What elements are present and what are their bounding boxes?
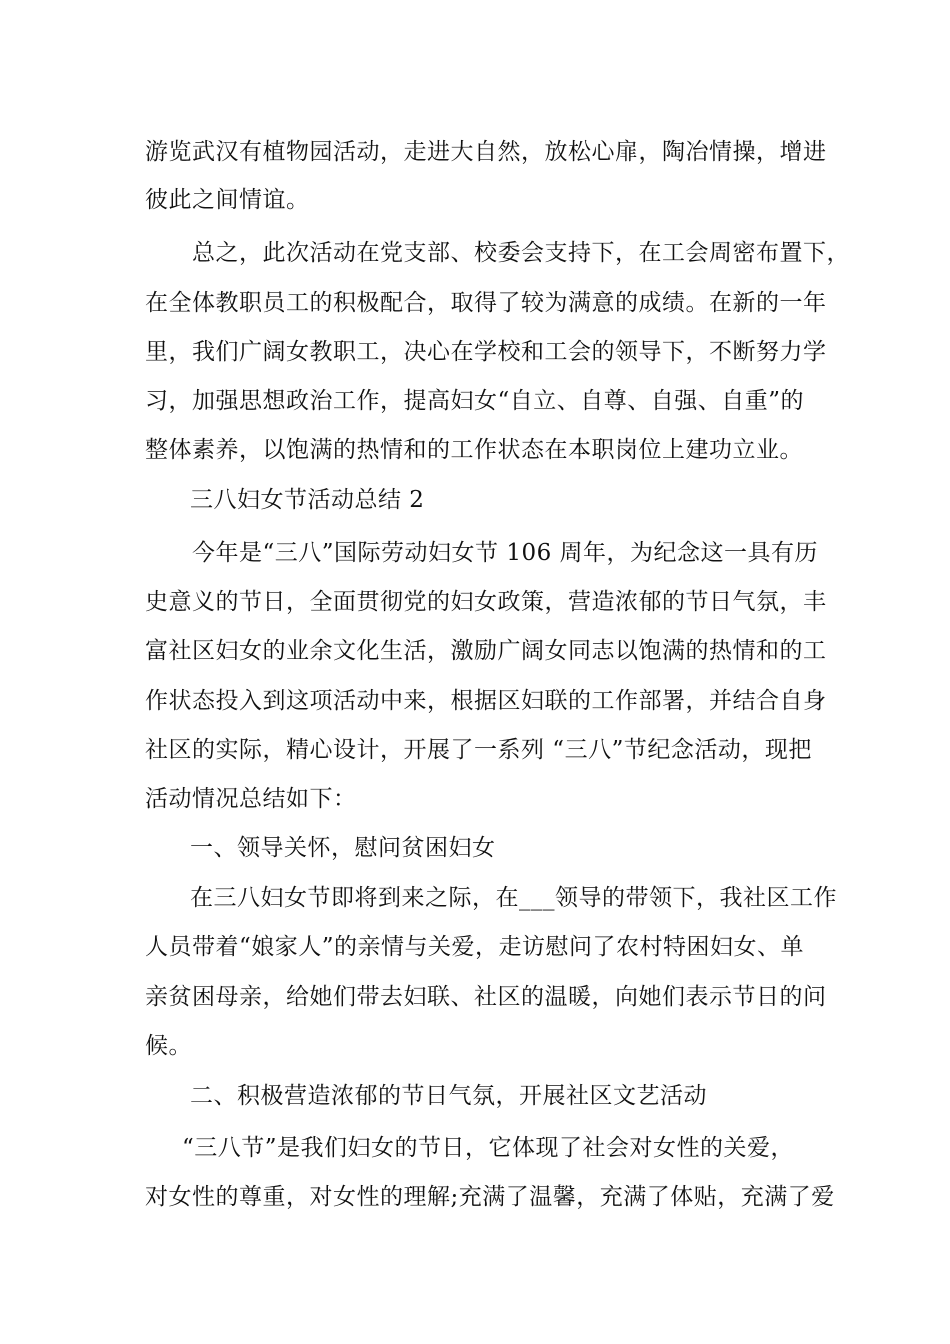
text-line-10: 史意义的节日，全面贯彻党的妇女政策，营造浓郁的节日气氛，丰	[145, 589, 827, 615]
text-line-1: 游览武汉有植物园活动，走进大自然，放松心扉，陶冶情操，增进	[145, 139, 827, 165]
section-heading-summary-2: 三八妇女节活动总结 2	[190, 487, 425, 513]
text-line-3: 总之，此次活动在党支部、校委会支持下，在工会周密布置下，	[192, 240, 850, 266]
text-line-7: 整体素养，以饱满的热情和的工作状态在本职岗位上建功立业。	[145, 437, 803, 463]
text-line-13: 社区的实际，精心设计，开展了一系列 “三八”节纪念活动，现把	[145, 737, 812, 763]
text-line-19: 候。	[145, 1033, 192, 1059]
text-line-22: 对女性的尊重，对女性的理解;充满了温馨，充满了体贴，充满了爱	[145, 1184, 835, 1210]
text-line-4: 在全体教职员工的积极配合，取得了较为满意的成绩。在新的一年	[145, 290, 827, 316]
section-heading-2: 二、积极营造浓郁的节日气氛，开展社区文艺活动	[190, 1083, 707, 1109]
text-line-12: 作状态投入到这项活动中来，根据区妇联的工作部署，并结合自身	[145, 688, 827, 714]
section-heading-1: 一、领导关怀，慰问贫困妇女	[190, 835, 496, 861]
text-line-16: 在三八妇女节即将到来之际，在___领导的带领下，我社区工作	[190, 885, 837, 911]
text-line-14: 活动情况总结如下：	[145, 786, 357, 812]
text-line-2: 彼此之间情谊。	[145, 187, 310, 213]
text-line-21: “三八节”是我们妇女的节日，它体现了社会对女性的关爱，	[182, 1135, 795, 1161]
text-line-5: 里，我们广阔女教职工，决心在学校和工会的领导下，不断努力学	[145, 339, 827, 365]
text-line-17: 人员带着“娘家人”的亲情与关爱，走访慰问了农村特困妇女、单	[145, 934, 805, 960]
text-line-18: 亲贫困母亲，给她们带去妇联、社区的温暖，向她们表示节日的问	[145, 984, 827, 1010]
text-line-9: 今年是“三八”国际劳动妇女节 106 周年，为纪念这一具有历	[192, 540, 819, 566]
text-line-11: 富社区妇女的业余文化生活，激励广阔女同志以饱满的热情和的工	[145, 638, 827, 664]
text-line-6: 习，加强思想政治工作，提高妇女“自立、自尊、自强、自重”的	[145, 388, 805, 414]
